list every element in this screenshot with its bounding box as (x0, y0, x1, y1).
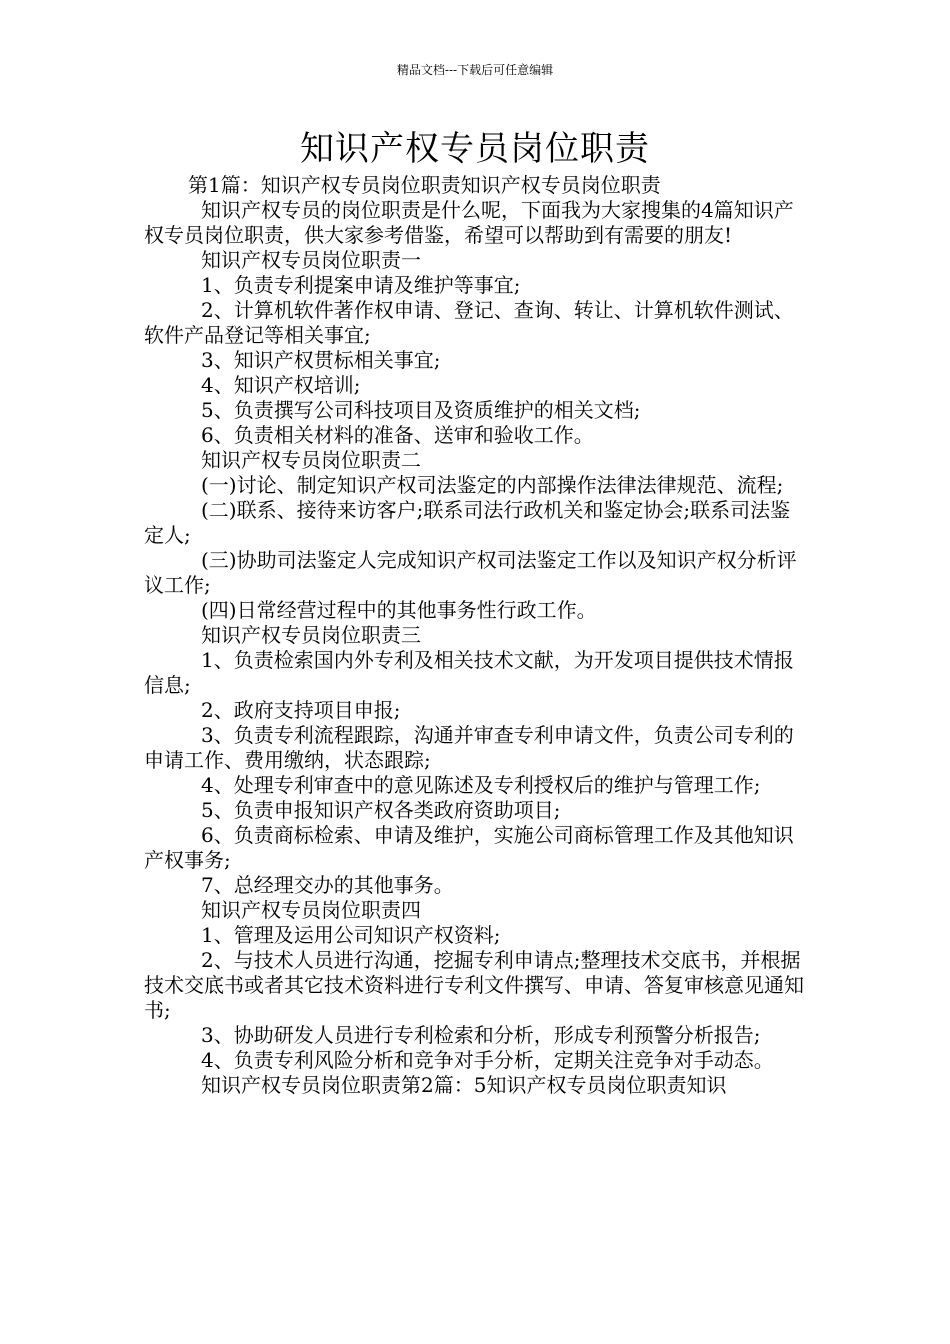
list-item: 6、负责商标检索、申请及维护，实施公司商标管理工作及其他知识产权事务; (144, 823, 794, 872)
list-item: 3、协助研发人员进行专利检索和分析，形成专利预警分析报告; (201, 1023, 761, 1047)
list-item: 3、负责专利流程跟踪，沟通并审查专利申请文件，负责公司专利的申请工作、费用缴纳，状态跟踪; (144, 723, 794, 772)
list-item: 7、总经理交办的其他事务。 (201, 873, 454, 897)
list-item: (三)协助司法鉴定人完成知识产权司法鉴定工作以及知识产权分析评议工作; (144, 548, 797, 597)
list-item: 5、负责申报知识产权各类政府资助项目; (201, 798, 561, 822)
section-heading-3: 知识产权专员岗位职责三 (201, 623, 421, 647)
list-item: 4、处理专利审查中的意见陈述及专利授权后的维护与管理工作; (201, 773, 761, 797)
intro-paragraph: 知识产权专员的岗位职责是什么呢，下面我为大家搜集的4篇知识产权专员岗位职责，供大家参考借鉴，希望可以帮助到有需要的朋友! (144, 198, 794, 247)
list-item: 1、负责专利提案申请及维护等事宜; (201, 273, 521, 297)
list-item: 4、知识产权培训; (201, 373, 361, 397)
chapter-heading: 第1篇：知识产权专员岗位职责知识产权专员岗位职责 (188, 173, 661, 197)
list-item: 4、负责专利风险分析和竞争对手分析，定期关注竞争对手动态。 (201, 1048, 774, 1072)
list-item: 5、负责撰写公司科技项目及资质维护的相关文档; (201, 398, 641, 422)
page-header-note: 精品文档---下载后可任意编辑 (396, 63, 554, 77)
list-item: 1、负责检索国内外专利及相关技术文献，为开发项目提供技术情报信息; (144, 648, 794, 697)
document-title: 知识产权专员岗位职责 (300, 129, 650, 169)
list-item: (二)联系、接待来访客户;联系司法行政机关和鉴定协会;联系司法鉴定人; (144, 498, 791, 547)
list-item: 2、与技术人员进行沟通，挖掘专利申请点;整理技术交底书，并根据技术交底书或者其它技术资料进行专利文件撰写、申请、答复审核意见通知书; (144, 948, 804, 1022)
section-heading-4: 知识产权专员岗位职责四 (201, 898, 421, 922)
list-item: 1、管理及运用公司知识产权资料; (201, 923, 501, 947)
list-item: (一)讨论、制定知识产权司法鉴定的内部操作法律法律规范、流程; (201, 473, 784, 497)
list-item: 6、负责相关材料的准备、送审和验收工作。 (201, 423, 594, 447)
document-body (144, 173, 807, 1098)
section-heading-2: 知识产权专员岗位职责二 (201, 448, 421, 472)
section-heading-1: 知识产权专员岗位职责一 (201, 248, 421, 272)
list-item: 3、知识产权贯标相关事宜; (201, 348, 441, 372)
list-item: (四)日常经营过程中的其他事务性行政工作。 (201, 598, 597, 622)
list-item: 2、政府支持项目申报; (201, 698, 401, 722)
list-item: 2、计算机软件著作权申请、登记、查询、转让、计算机软件测试、软件产品登记等相关事宜; (144, 298, 794, 347)
next-chapter-line: 知识产权专员岗位职责第2篇：5知识产权专员岗位职责知识 (201, 1073, 727, 1097)
